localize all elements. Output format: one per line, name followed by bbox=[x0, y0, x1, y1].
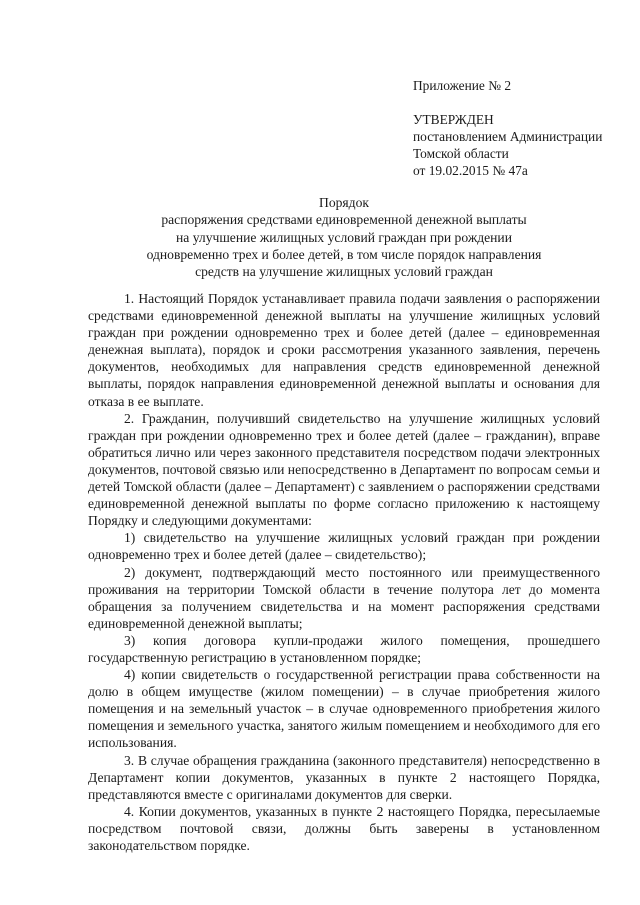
list-item-2: 2) документ, подтверждающий место постоянного или преимущественного проживания на территории Томской области в течение полутора лет до момента обращения за получением свидетельства и на момент распоряжения средствами единовременной денежной выплаты; bbox=[88, 564, 600, 631]
approved-label: УТВЕРЖДЕН bbox=[413, 112, 494, 127]
title-line-4: средств на улучшение жилищных условий граждан bbox=[195, 264, 493, 280]
document-body bbox=[88, 290, 600, 854]
paragraph-3: 3. В случае обращения гражданина (законного представителя) непосредственно в Департамент копии документов, указанных в пункте 2 настоящего Порядка, представляются вместе с оригиналами документов для сверки. bbox=[88, 752, 600, 802]
approval-line-2: Томской области bbox=[413, 146, 509, 161]
approval-date: от 19.02.2015 № 47а bbox=[413, 163, 528, 178]
list-item-1: 1) свидетельство на улучшение жилищных условий граждан при рождении одновременно трех и более детей (далее – свидетельство); bbox=[88, 530, 600, 563]
paragraph-2: 2. Гражданин, получивший свидетельство на улучшение жилищных условий граждан при рождении одновременно трех и более детей (далее – гражданин), вправе обратиться лично или через законного представителя посредством подачи электронных документов, почтовой связью или непосредственно в Департамент по вопросам семьи и детей Томской области (далее – Департамент) с заявлением о распоряжении средствами единовременной денежной выплаты по форме согласно приложению к настоящему Порядку и следующими документами: bbox=[88, 410, 600, 529]
title-line-3: одновременно трех и более детей, в том числе порядок направления bbox=[146, 246, 542, 262]
list-item-3: 3) копия договора купли-продажи жилого помещения, прошедшего государственную регистрацию в установленном порядке; bbox=[88, 632, 600, 665]
appendix-number: Приложение № 2 bbox=[413, 78, 512, 93]
title-line-2: на улучшение жилищных условий граждан при рождении bbox=[176, 229, 512, 245]
paragraph-4: 4. Копии документов, указанных в пункте 2 настоящего Порядка, пересылаемые посредством почтовой связи, должны быть заверены в установленном законодательством порядке. bbox=[88, 803, 600, 853]
document-title bbox=[88, 194, 600, 280]
list-item-4: 4) копии свидетельств о государственной регистрации права собственности на долю в общем имуществе (жилом помещении) – в случае приобретения жилого помещения и на земельный участок – в случае одновременного приобретения жилого помещения и земельного участка, занятого жилым помещением и необходимого для его использования. bbox=[88, 667, 600, 751]
title-line-1: распоряжения средствами единовременной денежной выплаты bbox=[161, 212, 527, 228]
approval-line-1: постановлением Администрации bbox=[413, 129, 603, 144]
paragraph-1: 1. Настоящий Порядок устанавливает правила подачи заявления о распоряжении средствами единовременной денежной выплаты на улучшение жилищных условий граждан при рождении одновременно трех и более детей (далее – единовременная денежная выплата), порядок и сроки рассмотрения указанного заявления, перечень документов, необходимых для направления средств единовременной денежной выплаты, порядок направления единовременной денежной выплаты и основания для отказа в ее выплате. bbox=[88, 291, 600, 409]
title-heading: Порядок bbox=[319, 195, 369, 210]
approval-block bbox=[413, 77, 628, 179]
